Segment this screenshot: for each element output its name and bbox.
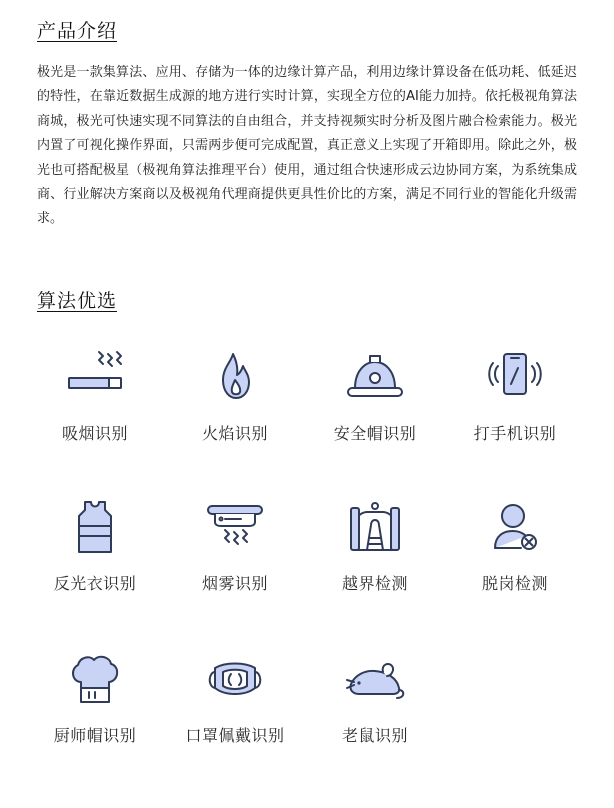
algorithm-card-absent[interactable] — [450, 498, 580, 608]
algorithm-label: 安全帽识别 — [333, 424, 417, 443]
algorithm-label: 越界检测 — [341, 574, 408, 593]
algorithm-label: 厨师帽识别 — [53, 726, 137, 745]
phone-call-icon — [485, 348, 545, 408]
algorithm-label: 反光衣识别 — [53, 574, 137, 593]
smoke-detector-icon — [205, 498, 265, 558]
intro-body: 极光是一款集算法、应用、存储为一体的边缘计算产品，利用边缘计算设备在低功耗、低延迟的特性，在靠近数据生成源的地方进行实时计算，实现全方位的AI能力加持。依托极视角算法商城，极光可快速实现不同算法的自由组合，并支持视频实时分析及图片融合检索能力。极光内置了可视化操作界面，只需两步便可完成配置，真正意义上实现了开箱即用。除此之外，极光也可搭配极星（极视角算法推理平台）使用，通过组合快速形成云边协同方案，为系统集成商、行业解决方案商以及极视角代理商提供更具性价比的方案，满足不同行业的智能化升级需求。 — [37, 65, 577, 227]
boundary-gate-icon — [345, 498, 405, 558]
algorithm-label: 脱岗检测 — [481, 574, 548, 593]
algorithm-label: 烟雾识别 — [201, 574, 268, 593]
algorithm-card-vest[interactable] — [30, 498, 160, 608]
mouse-icon — [345, 650, 405, 710]
reflective-vest-icon — [65, 498, 125, 558]
algorithm-label: 老鼠识别 — [341, 726, 408, 745]
algorithm-label: 打手机识别 — [473, 424, 557, 443]
cigarette-icon — [65, 348, 125, 408]
absent-person-icon — [485, 498, 545, 558]
intro-title: 产品介绍 — [37, 20, 118, 42]
chef-hat-icon — [65, 650, 125, 710]
algorithm-card-mask[interactable] — [170, 650, 300, 760]
algorithm-card-smoke[interactable] — [170, 498, 300, 608]
algorithm-card-phone[interactable] — [450, 348, 580, 458]
hard-hat-icon — [345, 348, 405, 408]
algorithm-card-chef-hat[interactable] — [30, 650, 160, 760]
algorithm-card-boundary[interactable] — [310, 498, 440, 608]
algorithm-label: 火焰识别 — [201, 424, 268, 443]
algorithm-card-mouse[interactable] — [310, 650, 440, 760]
algorithm-label: 吸烟识别 — [61, 424, 128, 443]
algorithm-card-flame[interactable] — [170, 348, 300, 458]
algorithms-title: 算法优选 — [37, 290, 118, 312]
algorithm-card-hard-hat[interactable] — [310, 348, 440, 458]
algorithm-label: 口罩佩戴识别 — [185, 726, 285, 745]
face-mask-icon — [205, 650, 265, 710]
flame-icon — [205, 348, 265, 408]
algorithm-grid — [30, 348, 580, 768]
algorithm-card-smoking[interactable] — [30, 348, 160, 458]
